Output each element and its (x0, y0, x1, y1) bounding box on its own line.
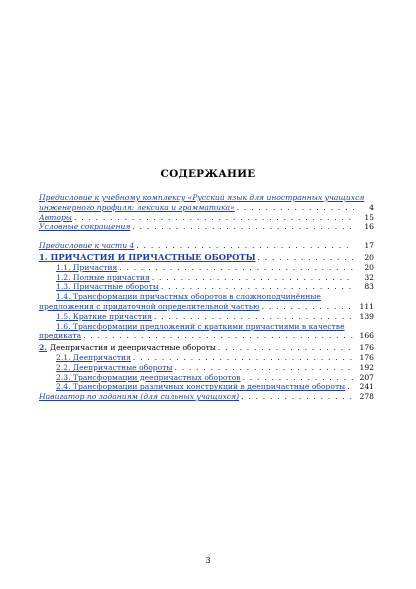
toc-entry-label-cont[interactable]: предложения с придаточной определительной частью (39, 301, 260, 311)
toc-entry-2-1[interactable] (39, 353, 374, 363)
toc-entry-1-1[interactable] (39, 263, 374, 273)
toc-entry-label[interactable]: Условные сокращения (39, 222, 131, 232)
toc-entry-label[interactable]: Авторы (39, 212, 72, 222)
toc-entry-number[interactable]: 2. (39, 343, 47, 353)
toc-entry-label[interactable]: Предисловие к учебному комплексу «Русский язык для иностранных учащихся (39, 193, 365, 202)
toc-entry-authors[interactable] (39, 213, 374, 223)
toc-entry-page: 83 (364, 282, 374, 292)
toc-entry-label[interactable]: 2.4. Трансформации различных конструкций в деепричастные обороты (56, 382, 346, 392)
toc-entry-page: 20 (364, 262, 374, 272)
toc-entry-page: 111 (359, 301, 374, 311)
table-of-contents (39, 193, 374, 402)
toc-entry-page: 241 (359, 382, 374, 392)
toc-entry-page: 176 (359, 352, 374, 362)
toc-entry-abbreviations[interactable] (39, 222, 374, 232)
toc-entry-1-6[interactable] (39, 322, 374, 342)
toc-entry-page: 4 (369, 202, 374, 212)
toc-entry-2-4[interactable] (39, 382, 374, 392)
toc-entry-page: 176 (359, 343, 374, 353)
toc-entry-page: 207 (359, 372, 374, 382)
toc-entry-1-2[interactable] (39, 273, 374, 283)
toc-entry-label-cont[interactable]: предиката (39, 331, 82, 341)
toc-entry-preface-part4[interactable] (39, 241, 374, 251)
toc-entry-1-4[interactable] (39, 292, 374, 312)
toc-entry-label[interactable]: Деепричастия и деепричастные обороты (49, 343, 216, 353)
toc-entry-page: 20 (364, 252, 374, 262)
toc-entry-label[interactable]: 2.3. Трансформации деепричастных оборотов (56, 372, 241, 382)
toc-entry-label[interactable]: 1.2. Полные причастия (56, 272, 150, 282)
toc-entry-page: 166 (359, 331, 374, 341)
toc-entry-1-3[interactable] (39, 282, 374, 292)
toc-entry-1-5[interactable] (39, 312, 374, 322)
toc-entry-label[interactable]: 1.1. Причастия (56, 262, 118, 272)
toc-entry-2-3[interactable] (39, 373, 374, 383)
toc-entry-page: 192 (359, 362, 374, 372)
toc-entry-label-cont[interactable]: инженерного профиля: лексика и грамматика» (39, 202, 235, 212)
toc-entry-section-1[interactable] (39, 253, 374, 263)
toc-entry-label[interactable]: Предисловие к части 4 (39, 241, 135, 251)
toc-entry-label[interactable]: 2.2. Деепричастные обороты (56, 362, 173, 372)
toc-entry-label[interactable]: 2.1. Деепричастия (56, 352, 131, 362)
toc-entry-page: 32 (364, 272, 374, 282)
toc-entry-label[interactable]: 1.4. Трансформации причастных оборотов в сложноподчинённые (56, 292, 321, 302)
toc-entry-page: 15 (364, 212, 374, 222)
toc-entry-label[interactable]: 1. ПРИЧАСТИЯ И ПРИЧАСТНЫЕ ОБОРОТЫ (39, 251, 256, 262)
toc-entry-page: 139 (359, 311, 374, 321)
toc-entry-2-2[interactable] (39, 363, 374, 373)
toc-entry-label[interactable]: 1.6. Трансформации предложений с краткими причастиями в качестве (56, 321, 345, 331)
page-title: СОДЕРЖАНИЕ (160, 168, 256, 180)
toc-entry-preface-complex[interactable] (39, 193, 374, 213)
toc-entry-navigator[interactable] (39, 392, 374, 402)
toc-entry-page: 16 (364, 222, 374, 232)
toc-entry-page: 17 (364, 241, 374, 251)
toc-entry-section-2[interactable] (39, 343, 374, 353)
toc-entry-label[interactable]: Навигатор по заданиям (для сильных учащихся) (39, 392, 240, 402)
toc-entry-label[interactable]: 1.5. Краткие причастия (56, 311, 152, 321)
toc-entry-label[interactable]: 1.3. Причастные обороты (56, 282, 159, 292)
page-number: 3 (205, 556, 211, 565)
toc-entry-page: 278 (359, 392, 374, 402)
